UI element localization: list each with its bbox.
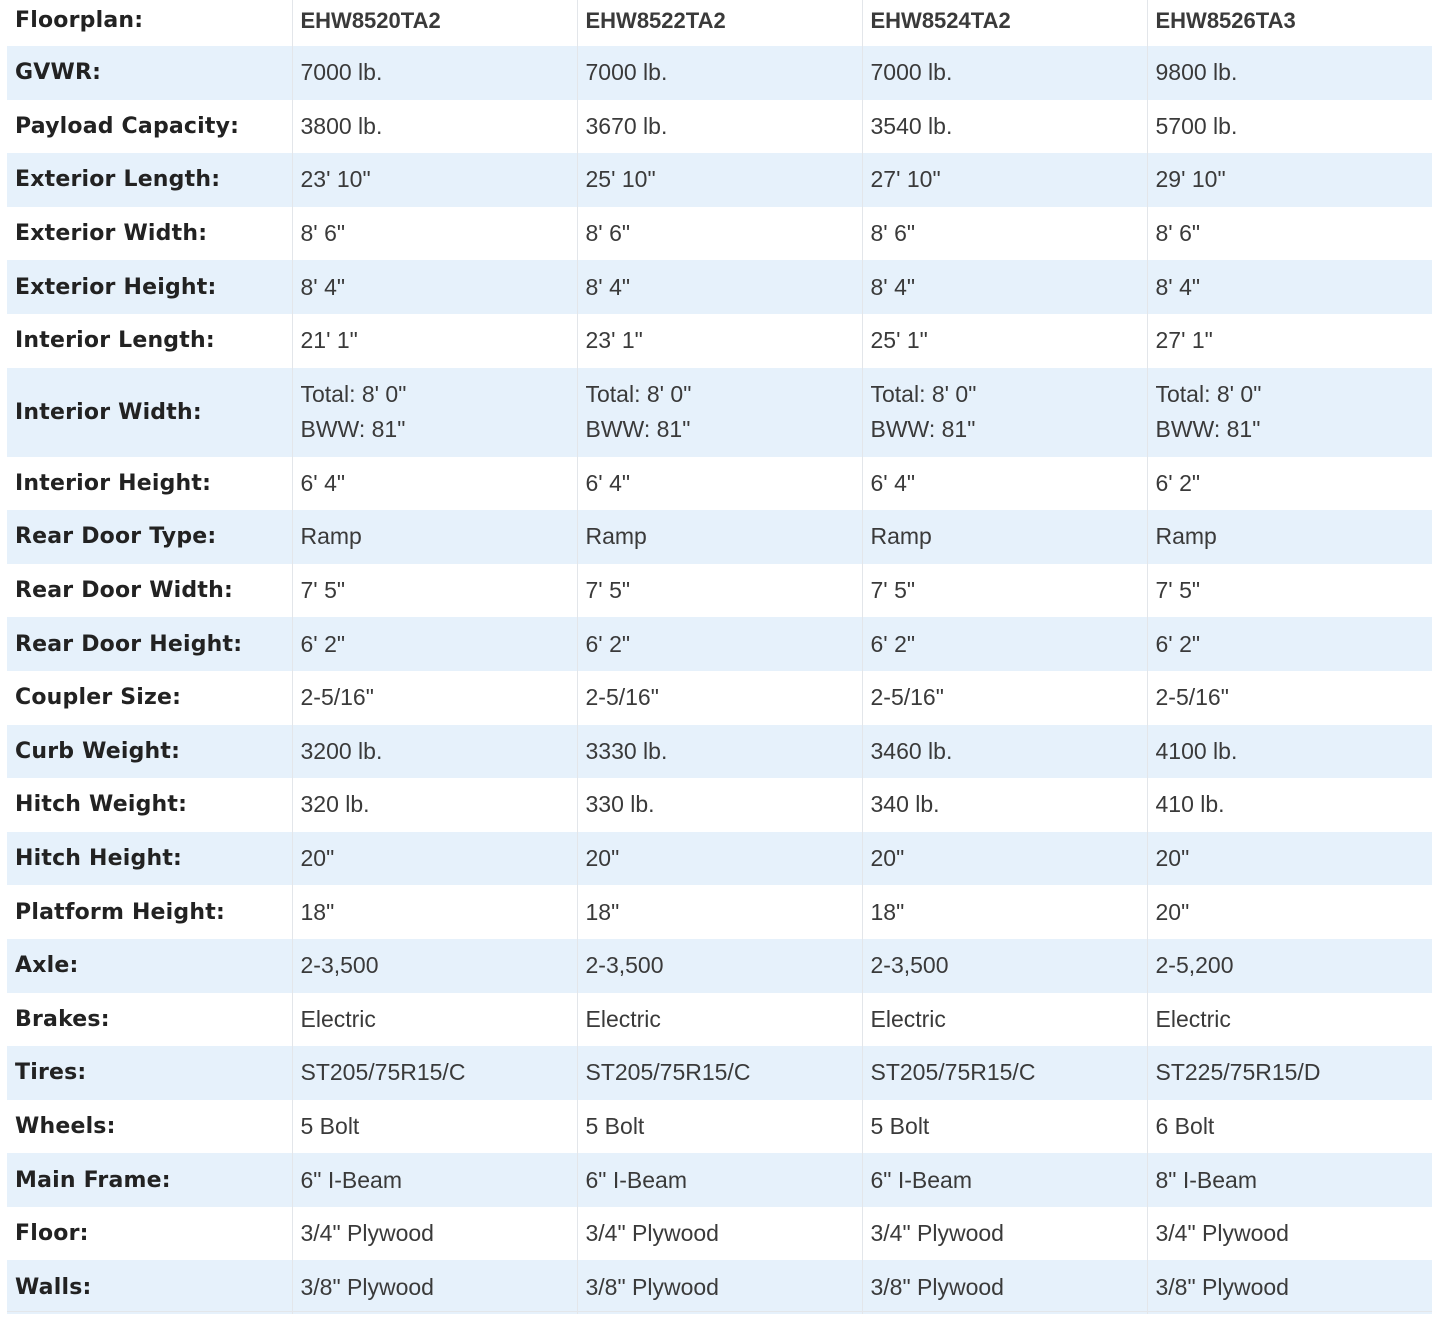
spec-label: Rear Door Width: [7, 564, 292, 618]
spec-value: 20" [1147, 885, 1432, 939]
spec-value: 8' 6" [1147, 207, 1432, 261]
spec-value: 3/8" Plywood [1147, 1260, 1432, 1314]
spec-value: 5700 lb. [1147, 100, 1432, 154]
spec-label: Hitch Height: [7, 832, 292, 886]
spec-row [7, 153, 1432, 207]
spec-value: 23' 1" [577, 314, 862, 368]
spec-label: Platform Height: [7, 885, 292, 939]
spec-label: Main Frame: [7, 1153, 292, 1207]
spec-value: 2-5/16" [1147, 671, 1432, 725]
spec-row [7, 1046, 1432, 1100]
spec-value: 5 Bolt [577, 1100, 862, 1154]
spec-value: 3/8" Plywood [292, 1260, 577, 1314]
spec-row [7, 510, 1432, 564]
spec-value: 6' 2" [1147, 457, 1432, 511]
spec-value: 2-5/16" [577, 671, 862, 725]
spec-row [7, 314, 1432, 368]
spec-value [577, 368, 862, 457]
spec-value: ST205/75R15/C [577, 1046, 862, 1100]
spec-value: 6" I-Beam [577, 1153, 862, 1207]
spec-value: 3800 lb. [292, 100, 577, 154]
spec-row [7, 260, 1432, 314]
spec-value: 8' 4" [577, 260, 862, 314]
spec-value: Ramp [292, 510, 577, 564]
spec-value: ST225/75R15/D [1147, 1046, 1432, 1100]
spec-value: Ramp [577, 510, 862, 564]
spec-table-body [7, 0, 1432, 1314]
model-header: EHW8526TA3 [1147, 0, 1432, 46]
spec-value: Electric [577, 993, 862, 1047]
spec-row [7, 46, 1432, 100]
spec-row [7, 939, 1432, 993]
spec-value: 5 Bolt [862, 1100, 1147, 1154]
spec-value: 6' 2" [1147, 617, 1432, 671]
spec-value [292, 368, 577, 457]
spec-row [7, 368, 1432, 457]
spec-value: 330 lb. [577, 778, 862, 832]
header-label: Floorplan: [7, 0, 292, 46]
spec-value: 3/8" Plywood [862, 1260, 1147, 1314]
spec-value: 320 lb. [292, 778, 577, 832]
spec-row [7, 993, 1432, 1047]
model-header: EHW8522TA2 [577, 0, 862, 46]
spec-value: 6" I-Beam [862, 1153, 1147, 1207]
spec-value: 5 Bolt [292, 1100, 577, 1154]
spec-label: Floor: [7, 1207, 292, 1261]
spec-value: 6' 4" [862, 457, 1147, 511]
spec-value: 20" [862, 832, 1147, 886]
spec-label: Wheels: [7, 1100, 292, 1154]
spec-value: 8' 4" [292, 260, 577, 314]
spec-value: 6' 2" [577, 617, 862, 671]
spec-value: 7' 5" [862, 564, 1147, 618]
spec-value: 3460 lb. [862, 725, 1147, 779]
spec-value: 7' 5" [292, 564, 577, 618]
spec-value: 2-5/16" [862, 671, 1147, 725]
model-header: EHW8524TA2 [862, 0, 1147, 46]
spec-value: 2-5/16" [292, 671, 577, 725]
spec-value: 7000 lb. [862, 46, 1147, 100]
spec-label: Payload Capacity: [7, 100, 292, 154]
spec-value: 7' 5" [577, 564, 862, 618]
spec-value [1147, 368, 1432, 457]
spec-value: 8' 6" [862, 207, 1147, 261]
spec-value: 9800 lb. [1147, 46, 1432, 100]
spec-value: 21' 1" [292, 314, 577, 368]
spec-value: Electric [292, 993, 577, 1047]
spec-value-line: Total: 8' 0" [585, 381, 692, 408]
spec-value: 3/4" Plywood [862, 1207, 1147, 1261]
spec-value-line: BWW: 81" [300, 416, 406, 443]
spec-value-line: Total: 8' 0" [1155, 381, 1262, 408]
spec-value: 18" [862, 885, 1147, 939]
spec-value: 3670 lb. [577, 100, 862, 154]
spec-value: 2-3,500 [862, 939, 1147, 993]
spec-value-line: BWW: 81" [1155, 416, 1261, 443]
spec-row [7, 671, 1432, 725]
spec-label: Exterior Height: [7, 260, 292, 314]
spec-value: 18" [292, 885, 577, 939]
spec-value-line: BWW: 81" [870, 416, 976, 443]
spec-value: 8' 6" [577, 207, 862, 261]
spec-table [7, 0, 1432, 1314]
spec-value: Electric [1147, 993, 1432, 1047]
spec-value: 6' 2" [292, 617, 577, 671]
spec-label: GVWR: [7, 46, 292, 100]
spec-value: 3/4" Plywood [292, 1207, 577, 1261]
spec-value: 6' 4" [292, 457, 577, 511]
spec-row [7, 778, 1432, 832]
spec-value: 29' 10" [1147, 153, 1432, 207]
spec-value: 8" I-Beam [1147, 1153, 1432, 1207]
spec-value: 410 lb. [1147, 778, 1432, 832]
spec-value: 4100 lb. [1147, 725, 1432, 779]
spec-value: 18" [577, 885, 862, 939]
spec-label: Brakes: [7, 993, 292, 1047]
spec-label: Rear Door Height: [7, 617, 292, 671]
spec-label: Rear Door Type: [7, 510, 292, 564]
spec-value: 3/8" Plywood [577, 1260, 862, 1314]
spec-label: Interior Width: [7, 368, 292, 457]
spec-value: 20" [292, 832, 577, 886]
spec-row [7, 100, 1432, 154]
spec-value: ST205/75R15/C [862, 1046, 1147, 1100]
spec-value: 3330 lb. [577, 725, 862, 779]
spec-row [7, 1153, 1432, 1207]
spec-label: Interior Height: [7, 457, 292, 511]
spec-value: 20" [1147, 832, 1432, 886]
spec-label: Exterior Length: [7, 153, 292, 207]
spec-value: 6' 2" [862, 617, 1147, 671]
table-bottom-rule [7, 1311, 1432, 1312]
header-row [7, 0, 1432, 46]
spec-value: ST205/75R15/C [292, 1046, 577, 1100]
spec-value [862, 368, 1147, 457]
spec-value: 2-5,200 [1147, 939, 1432, 993]
spec-value: 2-3,500 [292, 939, 577, 993]
spec-value: 8' 6" [292, 207, 577, 261]
spec-value: 3540 lb. [862, 100, 1147, 154]
spec-value: 2-3,500 [577, 939, 862, 993]
spec-label: Hitch Weight: [7, 778, 292, 832]
spec-row [7, 617, 1432, 671]
spec-value: 27' 1" [1147, 314, 1432, 368]
spec-value: 3/4" Plywood [1147, 1207, 1432, 1261]
model-header: EHW8520TA2 [292, 0, 577, 46]
spec-value: 6' 4" [577, 457, 862, 511]
spec-row [7, 564, 1432, 618]
spec-value: 340 lb. [862, 778, 1147, 832]
spec-value: 25' 1" [862, 314, 1147, 368]
spec-value: 3200 lb. [292, 725, 577, 779]
spec-value: 27' 10" [862, 153, 1147, 207]
spec-value-line: Total: 8' 0" [300, 381, 407, 408]
spec-value: 25' 10" [577, 153, 862, 207]
spec-row [7, 457, 1432, 511]
spec-row [7, 1207, 1432, 1261]
spec-value: 8' 4" [862, 260, 1147, 314]
spec-value: 6 Bolt [1147, 1100, 1432, 1154]
spec-label: Coupler Size: [7, 671, 292, 725]
spec-row [7, 832, 1432, 886]
spec-value-line: Total: 8' 0" [870, 381, 977, 408]
spec-row [7, 207, 1432, 261]
spec-value-line: BWW: 81" [585, 416, 691, 443]
spec-row [7, 725, 1432, 779]
spec-label: Interior Length: [7, 314, 292, 368]
spec-value: 20" [577, 832, 862, 886]
spec-value: 8' 4" [1147, 260, 1432, 314]
spec-value: Ramp [1147, 510, 1432, 564]
spec-label: Curb Weight: [7, 725, 292, 779]
spec-value: 3/4" Plywood [577, 1207, 862, 1261]
spec-label: Walls: [7, 1260, 292, 1314]
spec-value: 23' 10" [292, 153, 577, 207]
spec-value: 6" I-Beam [292, 1153, 577, 1207]
spec-label: Tires: [7, 1046, 292, 1100]
spec-row [7, 1100, 1432, 1154]
spec-row [7, 885, 1432, 939]
spec-row [7, 1260, 1432, 1314]
spec-value: Electric [862, 993, 1147, 1047]
spec-label: Axle: [7, 939, 292, 993]
spec-value: 7000 lb. [577, 46, 862, 100]
spec-value: 7' 5" [1147, 564, 1432, 618]
spec-value: 7000 lb. [292, 46, 577, 100]
spec-value: Ramp [862, 510, 1147, 564]
spec-label: Exterior Width: [7, 207, 292, 261]
